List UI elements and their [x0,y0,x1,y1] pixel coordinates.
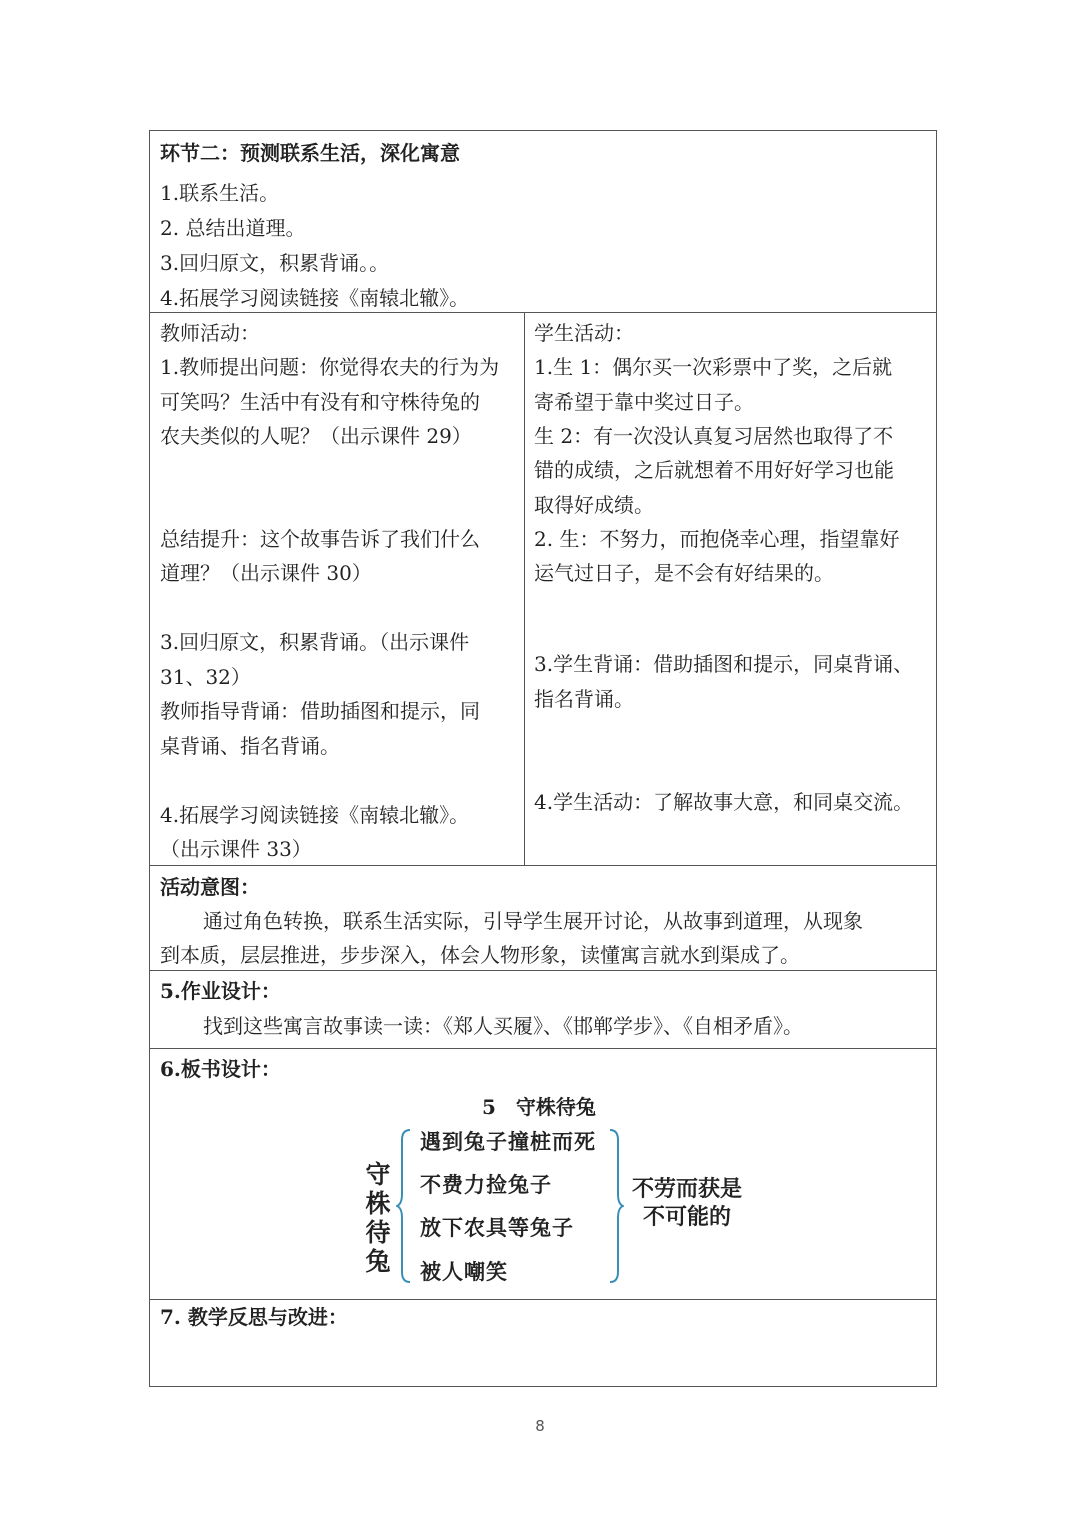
section2-step: 1.联系生活。 [160,181,280,205]
teacher-line: 农夫类似的人呢？（出示课件 29） [160,424,472,448]
board-item: 被人嘲笑 [420,1259,508,1284]
teacher-line: 道理？（出示课件 30） [160,561,372,585]
board-item: 遇到兔子撞桩而死 [420,1129,596,1154]
homework-heading: 5.作业设计： [160,979,281,1003]
board-vertical-char: 兔 [365,1247,391,1276]
teacher-line: 桌背诵、指名背诵。 [160,734,340,758]
student-line: 生 2：有一次没认真复习居然也取得了不 [534,424,894,448]
board-result: 不劳而获是 [632,1177,743,1202]
student-line: 指名背诵。 [534,687,634,711]
board-vertical-char: 株 [365,1189,391,1218]
teacher-line: 4.拓展学习阅读链接《南辕北辙》。 [160,803,470,827]
student-line: 取得好成绩。 [534,493,654,517]
teacher-line: 1.教师提出问题：你觉得农夫的行为为 [160,355,500,379]
board-result: 不可能的 [643,1205,732,1230]
board-vertical-char: 守 [365,1160,391,1189]
board-vertical-char: 待 [365,1218,391,1247]
section2-step: 3.回归原文，积累背诵。。 [160,251,390,275]
teacher-line: 31、32） [160,665,251,689]
right-brace [606,1128,624,1284]
intent-heading: 活动意图： [160,875,260,899]
student-line: 4.学生活动：了解故事大意，和同桌交流。 [534,790,914,814]
teacher-line: 3.回归原文，积累背诵。（出示课件 [160,630,470,654]
student-line: 3.学生背诵：借助插图和提示，同桌背诵、 [534,652,914,676]
section2-title: 环节二：预测联系生活，深化寓意 [160,141,460,165]
section2-step: 4.拓展学习阅读链接《南辕北辙》。 [160,286,470,310]
student-line: 2. 生：不努力，而抱侥幸心理，指望靠好 [534,527,900,551]
board-item: 放下农具等兔子 [420,1215,574,1240]
homework-text: 找到这些寓言故事读一读：《郑人买履》、《邯郸学步》、《自相矛盾》。 [203,1014,803,1038]
reflection-heading: 7. 教学反思与改进： [160,1305,348,1329]
teacher-line: 总结提升：这个故事告诉了我们什么 [160,527,480,551]
board-vertical-title [362,1160,394,1276]
intent-line: 通过角色转换，联系生活实际，引导学生展开讨论，从故事到道理，从现象 [203,909,863,933]
intent-line: 到本质，层层推进，步步深入，体会人物形象，读懂寓言就水到渠成了。 [160,943,800,967]
board-item: 不费力捡兔子 [420,1172,552,1197]
student-line: 寄希望于靠中奖过日子。 [534,390,754,414]
left-brace [396,1128,414,1284]
student-line: 错的成绩，之后就想着不用好好学习也能 [534,458,894,482]
student-line: 1.生 1：偶尔买一次彩票中了奖，之后就 [534,355,893,379]
teacher-line: 教师指导背诵：借助插图和提示，同 [160,699,480,723]
board-heading: 6.板书设计： [160,1057,281,1081]
teacher-line: 可笑吗？生活中有没有和守株待兔的 [160,390,480,414]
column-divider [524,313,525,866]
teacher-line: （出示课件 33） [160,837,312,861]
section2-step: 2. 总结出道理。 [160,216,306,240]
student-heading: 学生活动： [534,321,634,345]
board-title: 5 守株待兔 [482,1095,596,1119]
page-number: 8 [535,1417,545,1435]
teacher-heading: 教师活动： [160,321,260,345]
student-line: 运气过日子，是不会有好结果的。 [534,561,834,585]
